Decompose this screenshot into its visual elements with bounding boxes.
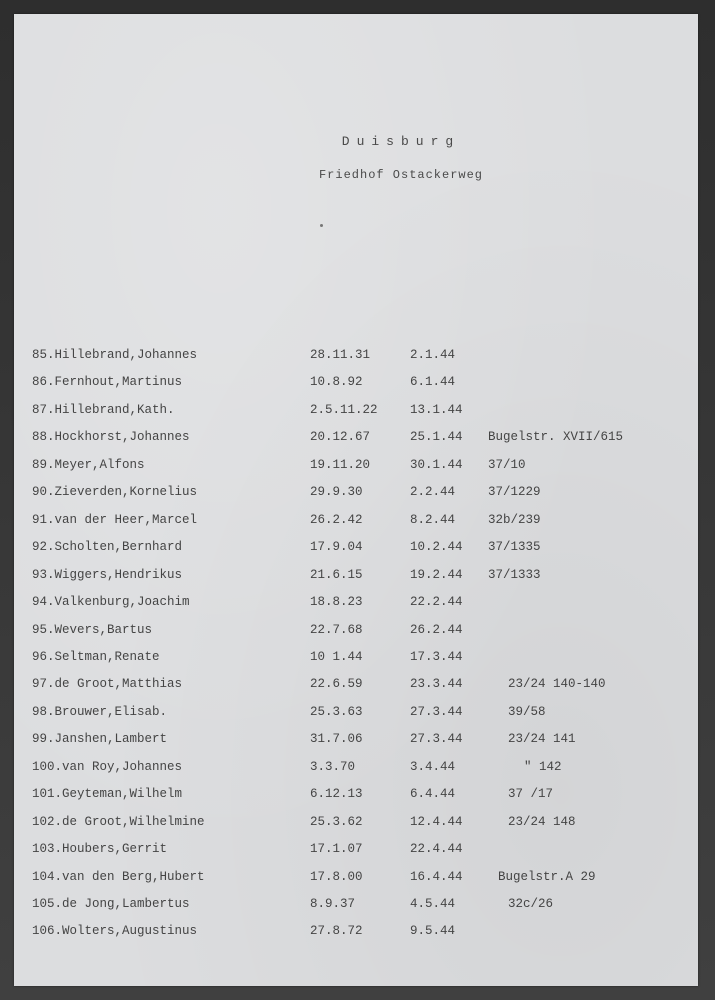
list-item: [14, 375, 698, 395]
entry-birth-date: 17.1.07: [310, 842, 363, 857]
entry-grave-ref: 32c/26: [508, 897, 554, 911]
entry-birth-date: 8.9.37: [310, 897, 356, 911]
entry-grave-ref: 37/1229: [488, 485, 541, 500]
entry-death-date: 2.1.44: [410, 348, 456, 362]
list-item: [14, 924, 698, 944]
entry-birth-date: 22.6.59: [310, 677, 363, 692]
entry-birth-date: 25.3.62: [310, 814, 363, 829]
entry-grave-ref: 23/24 141: [508, 732, 576, 747]
paper-speck: [320, 224, 323, 227]
entry-birth-date: 29.9.30: [310, 485, 363, 500]
entry-death-date: 6.4.44: [410, 787, 456, 802]
entry-birth-date: 17.9.04: [310, 540, 363, 555]
entry-name: 91.van der Heer,Marcel: [32, 512, 198, 527]
entry-birth-date: 20.12.67: [310, 430, 371, 445]
entry-birth-date: 26.2.42: [310, 512, 363, 527]
entry-death-date: 22.2.44: [410, 595, 463, 610]
entry-name: 94.Valkenburg,Joachim: [32, 595, 190, 610]
list-item: [14, 458, 698, 478]
document-page: [14, 14, 698, 986]
entry-birth-date: 31.7.06: [310, 732, 363, 747]
entry-name: 93.Wiggers,Hendrikus: [32, 567, 183, 582]
entry-grave-ref: 37/10: [488, 457, 526, 472]
list-item: [14, 348, 698, 368]
list-item: [14, 650, 698, 670]
entry-name: 89.Meyer,Alfons: [32, 457, 145, 472]
entry-name: 90.Zieverden,Kornelius: [32, 485, 198, 500]
entry-death-date: 3.4.44: [410, 759, 456, 774]
entry-grave-ref: 37/1333: [488, 567, 541, 582]
entry-grave-ref: 23/24 148: [508, 814, 576, 829]
entry-death-date: 25.1.44: [410, 430, 463, 445]
entry-birth-date: 6.12.13: [310, 787, 363, 802]
list-item: [14, 705, 698, 725]
entry-grave-ref: 32b/239: [488, 512, 541, 527]
list-item: [14, 842, 698, 862]
entry-birth-date: 22.7.68: [310, 622, 363, 637]
entry-name: 104.van den Berg,Hubert: [32, 869, 205, 884]
list-item: [14, 760, 698, 780]
list-item: [14, 623, 698, 643]
entry-death-date: 26.2.44: [410, 622, 463, 637]
entry-birth-date: 27.8.72: [310, 924, 363, 939]
entry-name: 96.Seltman,Renate: [32, 649, 160, 664]
entry-birth-date: 10.8.92: [310, 375, 363, 390]
list-item: [14, 403, 698, 423]
entry-grave-ref: 37 /17: [508, 787, 554, 802]
entry-birth-date: 28.11.31: [310, 348, 371, 362]
list-item: [14, 568, 698, 588]
entry-birth-date: 10 1.44: [310, 649, 363, 664]
list-item: [14, 595, 698, 615]
list-item: [14, 870, 698, 890]
entry-name: 102.de Groot,Wilhelmine: [32, 814, 205, 829]
entry-name: 88.Hockhorst,Johannes: [32, 430, 190, 445]
entry-name: 103.Houbers,Gerrit: [32, 842, 168, 857]
entry-grave-ref: 23/24 140-140: [508, 677, 606, 692]
entry-name: 85.Hillebrand,Johannes: [32, 348, 198, 362]
entry-name: 95.Wevers,Bartus: [32, 622, 153, 637]
entry-death-date: 30.1.44: [410, 457, 463, 472]
entry-birth-date: 17.8.00: [310, 869, 363, 884]
entry-grave-ref: Bugelstr. XVII/615: [488, 430, 624, 445]
entry-name: 99.Janshen,Lambert: [32, 732, 168, 747]
entry-name: 106.Wolters,Augustinus: [32, 924, 198, 939]
entry-death-date: 17.3.44: [410, 649, 463, 664]
document-subtitle-cemetery: Friedhof Ostackerweg: [318, 168, 484, 182]
list-item: [14, 485, 698, 505]
list-item: [14, 815, 698, 835]
list-item: [14, 677, 698, 697]
entry-birth-date: 21.6.15: [310, 567, 363, 582]
entry-death-date: 27.3.44: [410, 732, 463, 747]
entry-death-date: 19.2.44: [410, 567, 463, 582]
entry-name: 98.Brouwer,Elisab.: [32, 704, 168, 719]
list-item: [14, 787, 698, 807]
entry-death-date: 4.5.44: [410, 897, 456, 911]
entry-grave-ref: 37/1335: [488, 540, 541, 555]
entry-birth-date: 3.3.70: [310, 759, 356, 774]
entry-name: 87.Hillebrand,Kath.: [32, 402, 175, 417]
list-item: [14, 430, 698, 450]
entry-name: 97.de Groot,Matthias: [32, 677, 183, 692]
entry-name: 100.van Roy,Johannes: [32, 759, 183, 774]
entry-birth-date: 25.3.63: [310, 704, 363, 719]
entry-name: 92.Scholten,Bernhard: [32, 540, 183, 555]
entry-death-date: 27.3.44: [410, 704, 463, 719]
list-item: [14, 513, 698, 533]
entry-death-date: 2.2.44: [410, 485, 456, 500]
entry-death-date: 10.2.44: [410, 540, 463, 555]
entry-grave-ref: 39/58: [508, 704, 546, 719]
list-item: [14, 897, 698, 917]
entry-death-date: 16.4.44: [410, 869, 463, 884]
entry-death-date: 6.1.44: [410, 375, 456, 390]
entry-death-date: 13.1.44: [410, 402, 463, 417]
entry-death-date: 12.4.44: [410, 814, 463, 829]
entry-name: 101.Geyteman,Wilhelm: [32, 787, 183, 802]
entry-grave-ref: " 142: [524, 759, 562, 774]
entry-death-date: 9.5.44: [410, 924, 456, 939]
entry-death-date: 23.3.44: [410, 677, 463, 692]
entry-death-date: 22.4.44: [410, 842, 463, 857]
entry-name: 86.Fernhout,Martinus: [32, 375, 183, 390]
entry-name: 105.de Jong,Lambertus: [32, 897, 190, 911]
entry-birth-date: 18.8.23: [310, 595, 363, 610]
list-item: [14, 732, 698, 752]
entry-birth-date: 2.5.11.22: [310, 402, 378, 417]
document-title-city: Duisburg: [341, 134, 461, 149]
entry-grave-ref: Bugelstr.A 29: [498, 869, 596, 884]
entry-birth-date: 19.11.20: [310, 457, 371, 472]
list-item: [14, 540, 698, 560]
entry-death-date: 8.2.44: [410, 512, 456, 527]
